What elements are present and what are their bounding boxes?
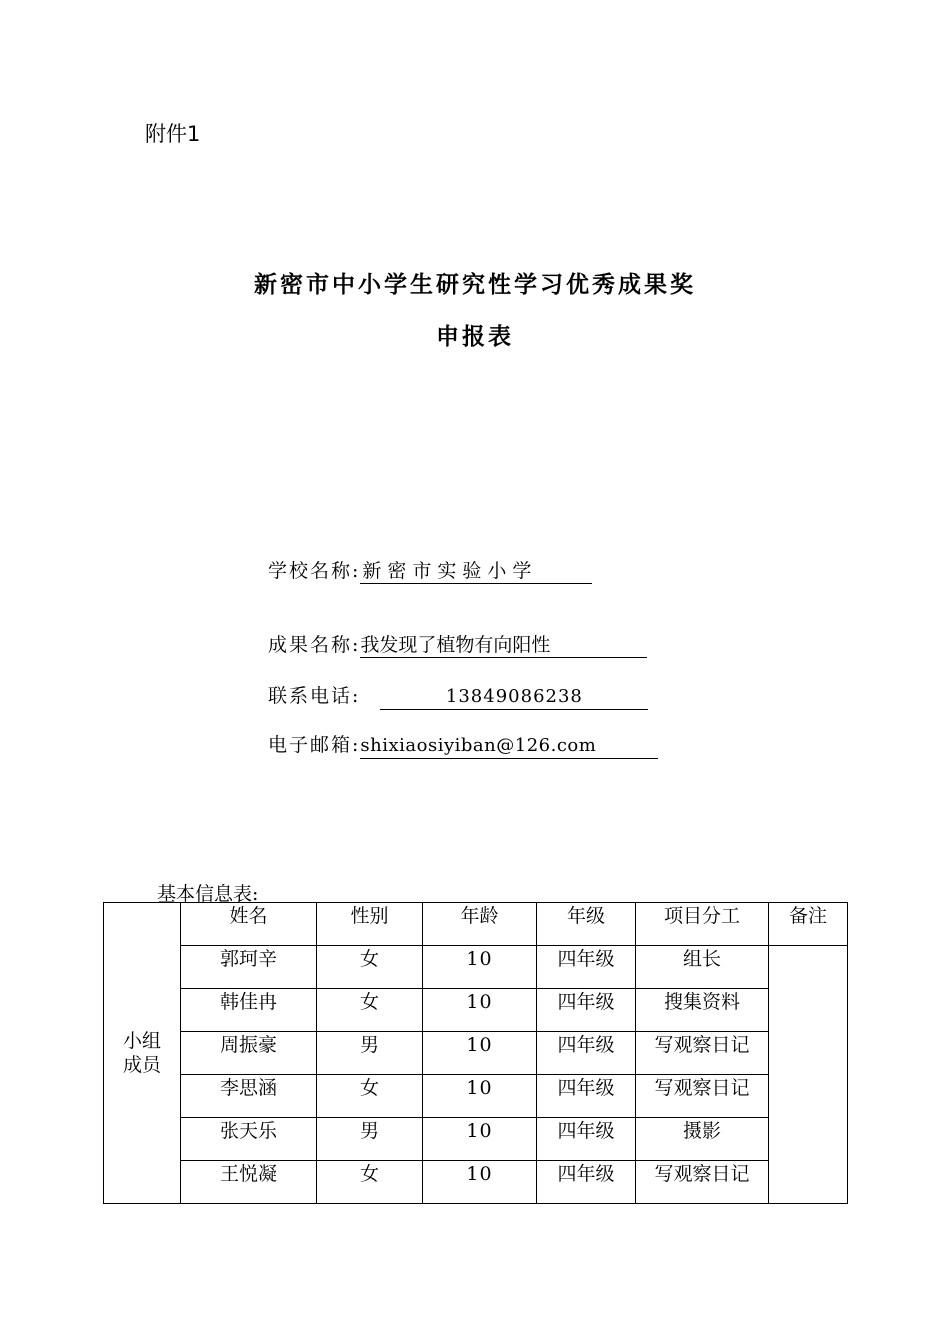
cell-gender: 男 — [317, 1118, 423, 1161]
project-label: 成果名称: — [268, 634, 361, 656]
table-row — [104, 946, 848, 989]
cell-grade: 四年级 — [537, 1075, 636, 1118]
email-value: shixiaosiyiban@126.com — [360, 735, 658, 759]
table-caption: 基本信息表: — [157, 883, 259, 905]
table-header-row — [104, 903, 848, 946]
attachment-label: 附件1 — [145, 122, 201, 146]
cell-task: 搜集资料 — [636, 989, 769, 1032]
cell-name: 郭珂辛 — [181, 946, 317, 989]
school-value: 新密市实验小学 — [360, 560, 592, 584]
cell-grade: 四年级 — [537, 989, 636, 1032]
cell-age: 10 — [423, 989, 537, 1032]
cell-gender: 女 — [317, 1161, 423, 1204]
form-title: 新密市中小学生研究性学习优秀成果奖 — [254, 272, 696, 298]
group-label-cell — [104, 903, 181, 1204]
phone-field — [268, 681, 648, 710]
cell-gender: 女 — [317, 946, 423, 989]
cell-gender: 男 — [317, 1032, 423, 1075]
cell-name: 周振豪 — [181, 1032, 317, 1075]
member-table — [103, 902, 848, 1204]
cell-name: 王悦凝 — [181, 1161, 317, 1204]
header-grade: 年级 — [537, 903, 636, 946]
cell-task: 写观察日记 — [636, 1161, 769, 1204]
cell-grade: 四年级 — [537, 1118, 636, 1161]
school-field — [268, 556, 592, 584]
cell-task: 写观察日记 — [636, 1075, 769, 1118]
cell-task: 摄影 — [636, 1118, 769, 1161]
cell-grade: 四年级 — [537, 946, 636, 989]
email-field — [268, 730, 658, 759]
header-name: 姓名 — [181, 903, 317, 946]
cell-note — [769, 946, 848, 1204]
cell-age: 10 — [423, 1032, 537, 1075]
cell-grade: 四年级 — [537, 1032, 636, 1075]
phone-value: 13849086238 — [380, 686, 648, 710]
cell-age: 10 — [423, 946, 537, 989]
email-label: 电子邮箱: — [268, 734, 361, 756]
table-row — [104, 1075, 848, 1118]
cell-grade: 四年级 — [537, 1161, 636, 1204]
cell-name: 韩佳冉 — [181, 989, 317, 1032]
header-age: 年龄 — [423, 903, 537, 946]
cell-gender: 女 — [317, 989, 423, 1032]
cell-name: 张天乐 — [181, 1118, 317, 1161]
cell-task: 写观察日记 — [636, 1032, 769, 1075]
cell-age: 10 — [423, 1161, 537, 1204]
cell-name: 李思涵 — [181, 1075, 317, 1118]
table-row — [104, 1118, 848, 1161]
header-task: 项目分工 — [636, 903, 769, 946]
school-label: 学校名称: — [268, 560, 361, 582]
project-field — [268, 630, 647, 658]
table-row — [104, 1032, 848, 1075]
cell-task: 组长 — [636, 946, 769, 989]
cell-gender: 女 — [317, 1075, 423, 1118]
cell-age: 10 — [423, 1075, 537, 1118]
project-value: 我发现了植物有向阳性 — [360, 634, 647, 658]
header-note: 备注 — [769, 903, 848, 946]
phone-label: 联系电话: — [268, 685, 361, 707]
table-row — [104, 1161, 848, 1204]
group-label: 小组 成员 — [122, 1030, 161, 1076]
form-subtitle: 申报表 — [436, 324, 514, 350]
table-row — [104, 989, 848, 1032]
header-gender: 性别 — [317, 903, 423, 946]
cell-age: 10 — [423, 1118, 537, 1161]
